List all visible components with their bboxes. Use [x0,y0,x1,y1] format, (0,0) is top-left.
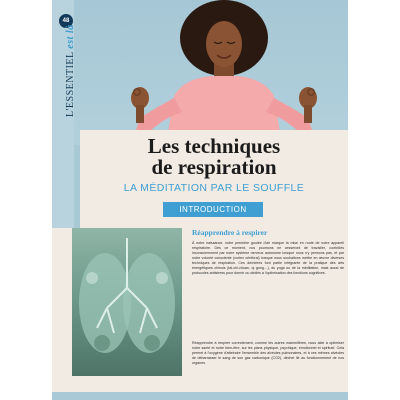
bottom-band [52,392,348,400]
article-paragraph-1: À notre naissance, notre première goulée d'air marque la mise en route de notre appareil respiratoire. Dès ce moment, nos poumons ne cesseront de travailler, contrôlés inconsciemment par notre système nerveux autonome lorsque nous n'y pensons pas, et par notre volonté consciente (cortex cérébral) lorsque nous souhaitons mettre en œuvre diverses techniques de respiration. Ces dernières font partie intégrante de la pratique des arts énergétiques chinois (tai-chi-chuan, qi gong…), du yoga ou de la méditation, mais aussi de protocoles antistress pour dormir ou dédiés à l'optimisation des fonctions cognitives. [192,241,344,276]
article-body [52,228,348,392]
series-tagline: est là [65,24,76,49]
issue-number-badge: 48 [59,14,73,28]
article-paragraph-2: Réapprendre à respirer correctement, comme les autres mammifères, nous aide à optimiser notre santé et notre bien-être, sur les plans physique, psychique, émotionnel et spirituel. Cela permet à l'oxygène d'atteindre l'ensemble des alvéoles pulmonaires, et à ces mêmes alvéoles de débarrasser le sang de son gaz carbonique (CO2), déchet lié au fonctionnement de nos organes. [192,341,344,366]
page-subtitle: LA MÉDITATION PAR LE SOUFFLE [123,182,305,194]
series-title [65,24,79,117]
series-name: L'ESSENTIEL [65,51,76,117]
meditating-woman-photo [74,0,348,145]
title-line-2: de respiration [151,155,277,179]
article-text-column [192,228,344,392]
title-line-1: Les techniques [147,134,281,158]
article-heading: Réapprendre à respirer [192,228,268,237]
section-tag: INTRODUCTION [163,202,263,217]
meditation-illustration [74,0,348,145]
lung-illustration [72,228,182,376]
title-card [80,130,348,228]
lung-tree-photo [72,228,182,376]
page-title [80,136,348,178]
